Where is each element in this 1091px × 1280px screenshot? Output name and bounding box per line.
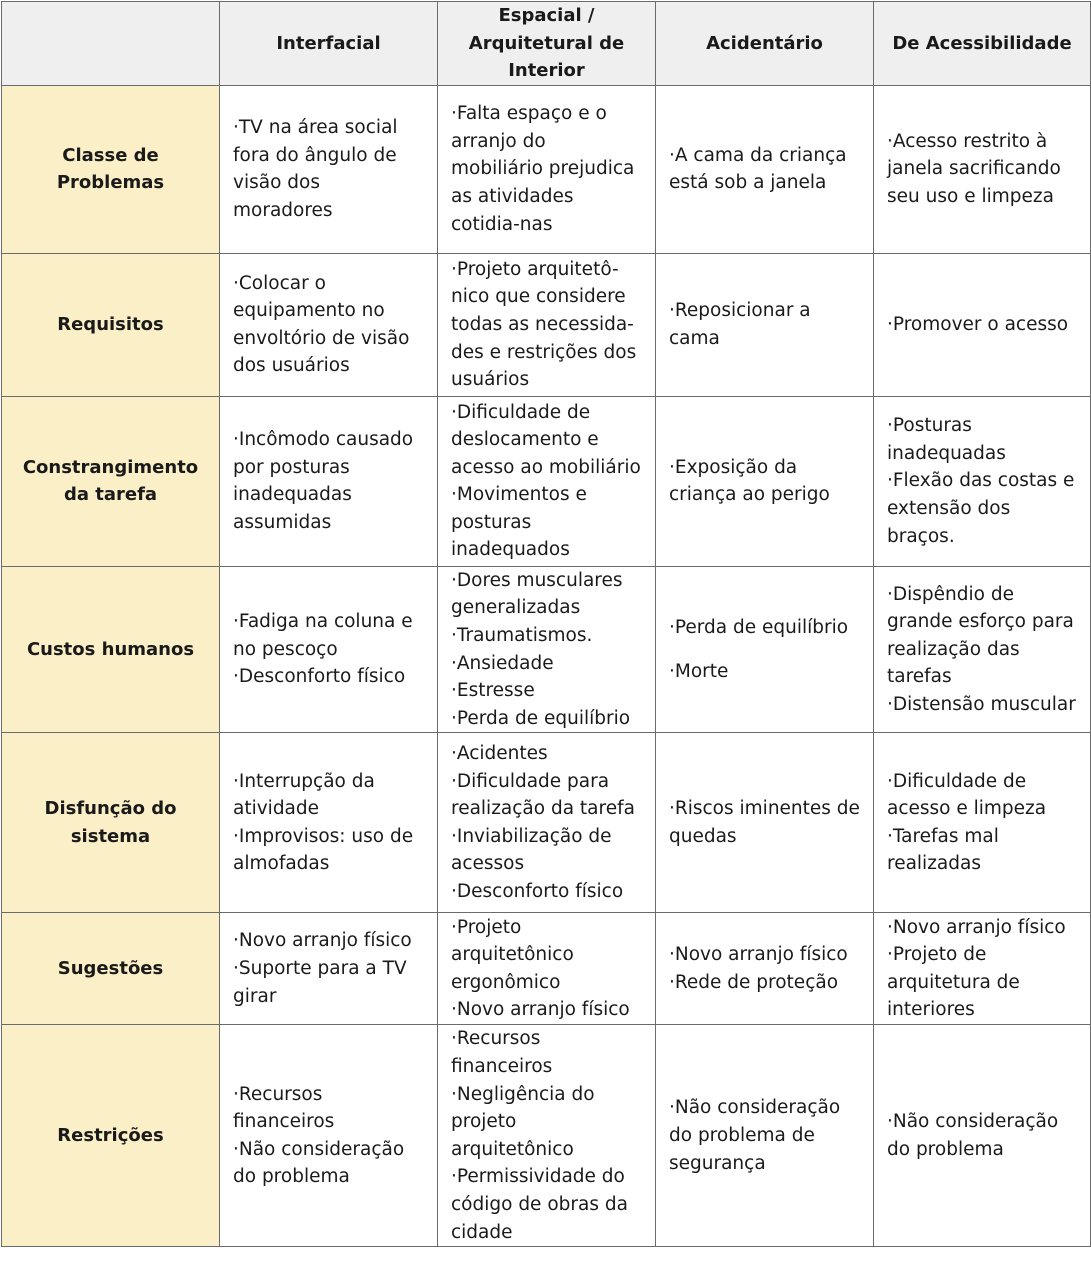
row-header-requisitos: Requisitos [2,253,220,396]
cell-custos-humanos-interfacial [220,566,438,733]
cell-sugestoes-interfacial [220,913,438,1025]
cell-item: ·Acesso restrito à janela sacrificando seu uso e limpeza [887,130,1061,208]
cell-disfuncao-do-sistema-acessibilidade [874,733,1091,913]
row-header-classe-de-problemas: Classe de Problemas [2,85,220,253]
table-row-restricoes [2,1025,1091,1247]
table-row-custos-humanos [2,566,1091,733]
cell-item: ·Recursos financeiros [451,1028,553,1078]
cell-disfuncao-do-sistema-interfacial [220,733,438,913]
cell-item: ·Suporte para a TV girar [233,958,407,1007]
cell-classe-de-problemas-espacial [438,85,656,253]
cell-item: ·Novo arranjo físico [233,930,412,952]
cell-restricoes-interfacial [220,1025,438,1247]
cell-item: ·Projeto arquitetônico ergonômico [451,916,574,993]
cell-item: ·Dispêndio de grande esforço para realização das tarefas [887,583,1074,688]
problems-table [1,1,1091,1247]
cell-requisitos-acessibilidade [874,253,1091,396]
cell-classe-de-problemas-interfacial [220,85,438,253]
cell-item: ·TV na área social fora do ângulo de visão dos moradores [233,117,398,221]
cell-item: ·A cama da criança está sob a janela [669,144,847,194]
cell-item: ·Novo arranjo físico [451,999,630,1021]
cell-item: ·Falta espaço e o arranjo do mobiliário prejudica as atividades cotidia-nas [451,103,635,235]
cell-item: ·Interrupção da atividade [233,770,375,820]
cell-restricoes-espacial [438,1025,656,1247]
cell-item: ·Reposicionar a cama [669,300,811,349]
cell-sugestoes-acessibilidade [874,913,1091,1025]
cell-item: ·Desconforto físico [451,881,624,903]
cell-item: ·Projeto arquitetô-nico que considere todas as necessida-des e restrições dos usuários [451,258,637,391]
row-header-sugestoes: Sugestões [2,913,220,1025]
cell-item: ·Projeto de arquitetura de interiores [887,944,1020,1021]
cell-item: ·Dificuldade para realização da tarefa [451,770,635,820]
cell-item: ·Desconforto físico [233,666,406,688]
cell-restricoes-acessibilidade [874,1025,1091,1247]
table-row-constrangimento-da-tarefa [2,396,1091,566]
cell-item: ·Perda de equilíbrio [669,616,849,638]
table-body [2,85,1091,1247]
column-header-acidentario: Acidentário [656,2,874,86]
cell-disfuncao-do-sistema-acidentario [656,733,874,913]
cell-classe-de-problemas-acidentario [656,85,874,253]
cell-item: ·Exposição da criança ao perigo [669,456,830,506]
cell-item: ·Permissividade do código de obras da cidade [451,1166,628,1243]
cell-item: ·Flexão das costas e extensão dos braços. [887,470,1075,547]
cell-item: ·Acidentes [451,743,548,765]
cell-item: ·Riscos iminentes de quedas [669,798,860,847]
cell-item: ·Colocar o equipamento no envoltório de visão dos usuários [233,272,410,377]
cell-custos-humanos-espacial [438,566,656,733]
cell-item: ·Recursos financeiros [233,1083,335,1133]
table-row-sugestoes [2,913,1091,1025]
cell-custos-humanos-acessibilidade [874,566,1091,733]
header-row [2,2,1091,86]
cell-item: ·Distensão muscular [887,693,1076,715]
table-row-classe-de-problemas [2,85,1091,253]
cell-item: ·Rede de proteção [669,971,839,993]
cell-constrangimento-da-tarefa-acessibilidade [874,396,1091,566]
cell-sugestoes-espacial [438,913,656,1025]
cell-classe-de-problemas-acessibilidade [874,85,1091,253]
table-row-requisitos [2,253,1091,396]
cell-requisitos-espacial [438,253,656,396]
cell-restricoes-acidentario [656,1025,874,1247]
cell-item: ·Improvisos: uso de almofadas [233,825,414,875]
row-header-disfuncao-do-sistema: Disfunção do sistema [2,733,220,913]
column-header-acessibilidade: De Acessibilidade [874,2,1091,86]
table-row-disfuncao-do-sistema [2,733,1091,913]
cell-item: ·Não consideração do problema de segurança [669,1097,841,1174]
cell-item: ·Ansiedade [451,652,554,674]
cell-item: ·Traumatismos. [451,624,593,646]
cell-item: ·Inviabilização de acessos [451,825,612,875]
row-header-custos-humanos: Custos humanos [2,566,220,733]
column-header-espacial: Espacial / Arquitetural de Interior [438,2,656,86]
cell-requisitos-interfacial [220,253,438,396]
cell-item: ·Dificuldade de deslocamento e acesso ao mobiliário [451,401,641,478]
cell-item: ·Morte [669,660,729,682]
cell-item: ·Estresse [451,680,535,702]
cell-constrangimento-da-tarefa-espacial [438,396,656,566]
cell-item: ·Não consideração do problema [233,1138,405,1188]
cell-item: ·Fadiga na coluna e no pescoço [233,611,413,660]
cell-item: ·Posturas inadequadas [887,415,1006,464]
cell-item: ·Perda de equilíbrio [451,707,631,729]
cell-item: ·Negligência do projeto arquitetônico [451,1083,595,1160]
cell-item: ·Novo arranjo físico [887,916,1066,938]
cell-disfuncao-do-sistema-espacial [438,733,656,913]
cell-item: ·Movimentos e posturas inadequados [451,484,587,561]
cell-constrangimento-da-tarefa-acidentario [656,396,874,566]
cell-item: ·Dificuldade de acesso e limpeza [887,770,1047,820]
cell-item: ·Não consideração do problema [887,1111,1059,1160]
cell-requisitos-acidentario [656,253,874,396]
row-header-restricoes: Restrições [2,1025,220,1247]
cell-custos-humanos-acidentario [656,566,874,733]
cell-item: ·Tarefas mal realizadas [887,825,999,875]
row-header-constrangimento-da-tarefa: Constrangimento da tarefa [2,396,220,566]
cell-item: ·Dores musculares generalizadas [451,569,623,619]
column-header-interfacial: Interfacial [220,2,438,86]
cell-item: ·Promover o acesso [887,313,1069,335]
corner-cell [2,2,220,86]
cell-item: ·Novo arranjo físico [669,944,848,966]
cell-item: ·Incômodo causado por posturas inadequadas assumidas [233,429,414,533]
cell-constrangimento-da-tarefa-interfacial [220,396,438,566]
cell-sugestoes-acidentario [656,913,874,1025]
